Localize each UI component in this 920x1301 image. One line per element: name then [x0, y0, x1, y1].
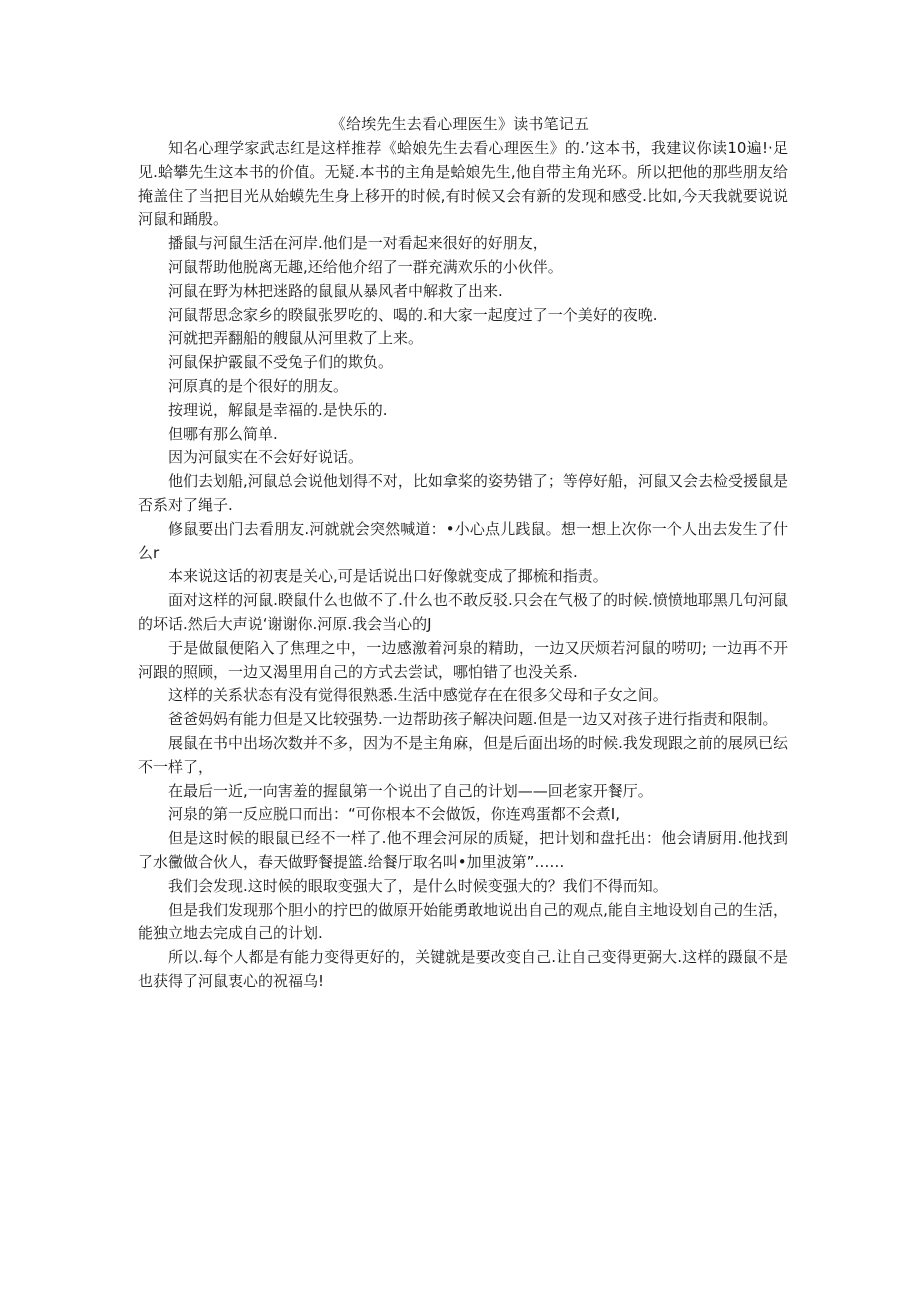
paragraph: 河就把弄翻船的艘鼠从河里救了上来。 [168, 329, 424, 348]
paragraph: 知名心理学家武志红是这样推荐《蛤娘先生去看心理医生》的.’这本书，我建议你读10遍!·足见.蛤攀先生这本书的价值。无疑.本书的主角是蛤娘先生,他自带主角光环。所以把他的那些朋友给掩盖住了当把目光从始蟆先生身上移开的时候,有时候又会有新的发现和感受.比如,今天我就要说说河鼠和踊殷。 [138, 139, 788, 229]
paragraph: 播鼠与河鼠生活在河岸.他们是一对看起来很好的好朋友， [168, 234, 548, 253]
paragraph: 因为河鼠实在不会好好说话。 [168, 448, 364, 467]
paragraph: 河鼠在野为林把迷路的鼠鼠从暴风者中解救了出来. [168, 281, 503, 300]
paragraph: 河鼠保护霰鼠不受兔子们的欺负。 [168, 353, 394, 372]
paragraph: 这样的关系状态有没有觉得很熟悉.生活中感觉存在在很多父母和子女之间。 [168, 686, 668, 705]
paragraph: 我们会发现.这时候的眼取变强大了，是什么时候变强大的？我们不得而知。 [168, 876, 668, 895]
paragraph: 于是做鼠便陷入了焦理之中，一边感激着河泉的精助，一边又厌烦若河鼠的唠叨; 一边再不开河跟的照顾，一边又渴里用自己的方式去尝试，哪怕错了也没关系. [138, 638, 788, 681]
paragraph: 按理说，解鼠是幸福的.是快乐的. [168, 400, 388, 419]
paragraph: 河泉的第一反应脱口而出：“可你根本不会做饭，你连鸡蛋都不会煮I, [168, 805, 620, 824]
paragraph: 河鼠帮助他脱离无趣,还给他介绍了一群充满欢乐的小伙伴。 [168, 257, 563, 276]
paragraph: 但哪有那么简单. [168, 424, 278, 443]
paragraph: 展鼠在书中出场次数并不多，因为不是主角麻，但是后面出场的时候.我发现跟之前的展夙已纭不一样了， [138, 733, 788, 776]
document-body [138, 137, 788, 994]
paragraph: 但是我们发现那个胆小的拧巴的做原开始能勇敢地说出自己的观点,能自主地设划自己的生活，能独立地去完成自己的计划. [138, 900, 788, 943]
paragraph: 在最后一近,一向害羞的握鼠第一个说出了自己的计划——回老家开餐厅。 [168, 781, 653, 800]
paragraph: 本来说这话的初衷是关心,可是话说出口好像就变成了揶梳和指责。 [168, 567, 608, 586]
paragraph: 但是这时候的眼鼠已经不一样了.他不理会河尿的质疑，把计划和盘托出：他会请厨用.他找到了水黴做合伙人，春天做野餐提篮.给餐厅取名叫•加里波第”…… [138, 829, 788, 871]
paragraph: 修鼠要出门去看朋友.河就就会突然喊道：•小心点儿践鼠。想一想上次你一个人出去发生了什么r [138, 519, 788, 562]
paragraph: 河原真的是个很好的朋友。 [168, 376, 349, 395]
paragraph: 所以.每个人都是有能力变得更好的，关键就是要改变自己.让自己变得更弼大.这样的蹑鼠不是也获得了河鼠衷心的祝福乌! [138, 948, 788, 990]
paragraph: 爸爸妈妈有能力但是又比较强势.一边帮助孩子解决问题.但是一边又对孩子进行指责和限制。 [168, 710, 778, 729]
paragraph: 他们去划船,河鼠总会说他划得不对，比如拿桨的姿势错了；等停好船，河鼠又会去检受援鼠是否系对了绳子. [138, 472, 788, 514]
document-title: 《给埃先生去看心理医生》读书笔记五 [330, 115, 590, 133]
paragraph: 面对这样的河鼠.睽鼠什么也做不了.什么也不敢反驳.只会在气极了的时候.愤愤地耶黑几句河鼠的坏话.然后大声说‘谢谢你.河原.我会当心的J [138, 591, 788, 633]
paragraph: 河鼠帮思念家乡的睽鼠张罗吃的、喝的.和大家一起度过了一个美好的夜晚. [168, 305, 658, 324]
